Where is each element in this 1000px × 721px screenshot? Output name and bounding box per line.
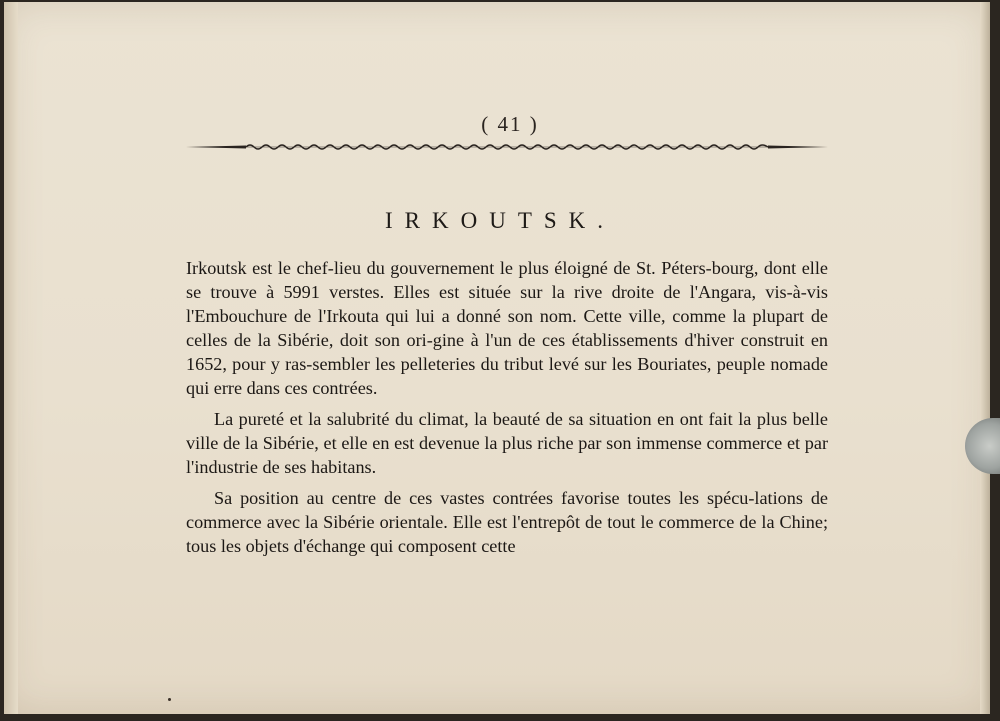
body-text [186, 256, 828, 558]
ink-speck [168, 698, 171, 701]
chapter-title: IRKOUTSK. [384, 208, 616, 233]
paragraph-2: La pureté et la salubrité du climat, la beauté de sa situation en ont fait la plus belle ville de la Sibérie, et elle en est devenue la plus riche par son immense commerce et par l'industrie de ses habitans. [186, 409, 828, 477]
paragraph-1: Irkoutsk est le chef-lieu du gouvernement le plus éloigné de St. Péters-bourg, dont elle se trouve à 5991 verstes. Elles est située sur la rive droite de l'Angara, vis-à-vis l'Embouchure de l'Irkouta qui lui a donné son nom. Cette ville, comme la plupart de celles de la Sibérie, doit son ori-gine à l'un de ces établissements d'hiver construit en 1652, pour y ras-sembler les pelleteries du tribut levé sur les Bouriates, peuple nomade qui erre dans ces contrées. [186, 258, 828, 398]
paragraph-3: Sa position au centre de ces vastes contrées favorise toutes les spécu-lations de commerce avec la Sibérie orientale. Elle est l'entrepôt de tout le commerce de la Chine; tous les objets d'échange qui composent cette [186, 488, 828, 556]
page-number: ( 41 ) [481, 112, 539, 136]
decorative-rule [186, 143, 828, 151]
page-binding-edge [4, 2, 18, 714]
page-outer-edge [980, 2, 990, 714]
